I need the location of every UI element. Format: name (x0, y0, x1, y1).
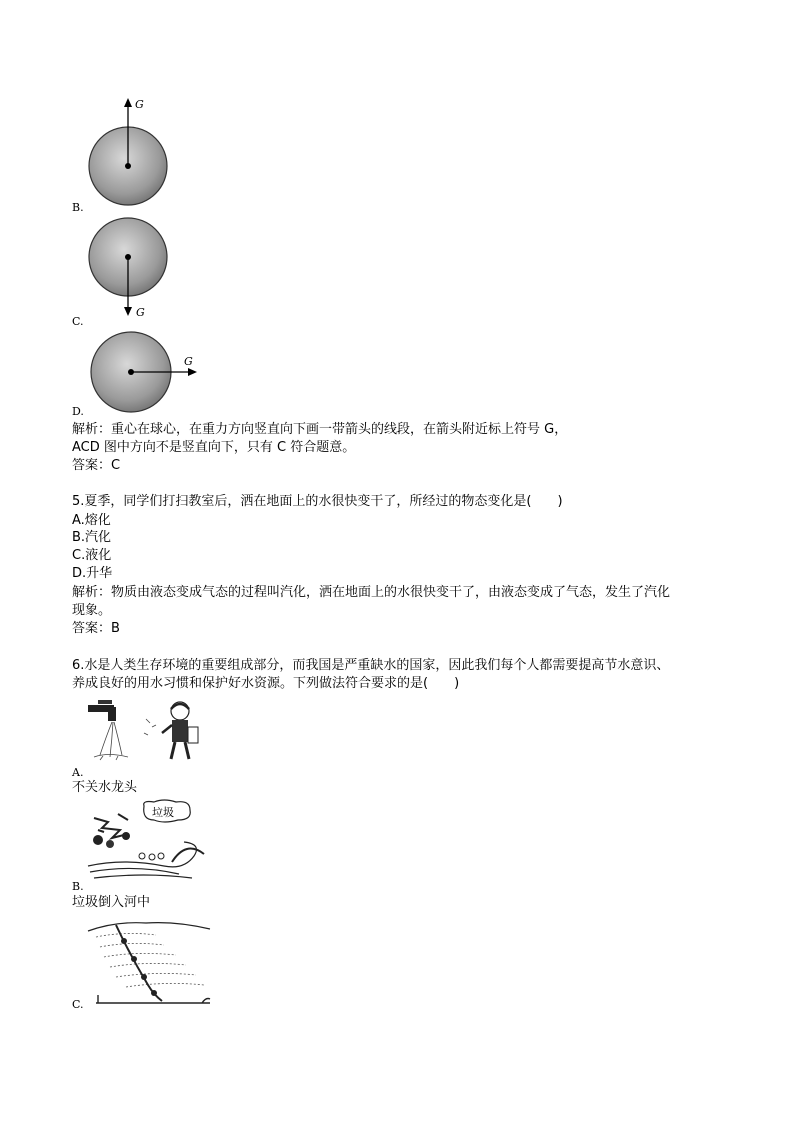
trash-blob-3 (122, 832, 130, 840)
child-legs (171, 742, 189, 759)
q4-analysis-line1: 解析：重心在球心，在重力方向竖直向下画一带箭头的线段，在箭头附近标上符号 G， (72, 422, 568, 437)
arrowhead-down-icon (124, 307, 132, 316)
option-label-d: D. (72, 405, 84, 418)
force-label-c: G (136, 306, 145, 319)
q5-analysis-line2: 现象。 (72, 603, 112, 618)
q5-option-a: A.熔化 (72, 513, 111, 528)
river-waves (88, 842, 196, 878)
trash-river-sketch (84, 800, 214, 882)
q5-stem: 5.夏季，同学们打扫教室后，洒在地面上的水很快变干了，所经过的物态变化是( ) (72, 494, 563, 509)
q6-stem-line2: 养成良好的用水习惯和保护好水资源。下列做法符合要求的是( ) (72, 676, 460, 691)
floating-trash-1 (139, 853, 145, 859)
q6-option-a-caption: 不关水龙头 (72, 780, 138, 795)
q5-answer: 答案：B (72, 621, 120, 636)
valve-3 (141, 974, 147, 980)
ball-figure-b (85, 95, 175, 210)
sparkles (144, 719, 156, 735)
wave-crest (172, 849, 204, 862)
option-label-b: B. (72, 201, 84, 214)
q6-option-a-label: A. (72, 766, 84, 779)
floating-trash-3 (158, 853, 164, 859)
faucet-handle (98, 700, 112, 704)
faucet-spout (108, 707, 116, 721)
q6-option-c-label: C. (72, 998, 84, 1011)
force-label-d: G (184, 355, 193, 368)
ball-figure-d (88, 330, 208, 420)
q4-analysis-line2: ACD 图中方向不是竖直向下，只有 C 符合题意。 (72, 440, 356, 455)
force-label-b: G (135, 98, 144, 111)
field-rows (96, 933, 204, 987)
floating-trash-2 (149, 854, 155, 860)
q6-option-b-label: B. (72, 880, 84, 893)
trash-blob-2 (106, 840, 114, 848)
q5-option-b: B.汽化 (72, 530, 112, 545)
q6-stem-line1: 6.水是人类生存环境的重要组成部分，而我国是严重缺水的国家，因此我们每个人都需要提高节水意识、 (72, 658, 670, 673)
q6-option-b-caption: 垃圾倒入河中 (72, 895, 151, 910)
arrowhead-up-icon (124, 98, 132, 107)
valve-1 (121, 938, 127, 944)
valve-2 (131, 956, 137, 962)
valve-4 (151, 990, 157, 996)
water-splash (94, 755, 128, 761)
q5-analysis-line1: 解析：物质由液态变成气态的过程叫汽化，洒在地面上的水很快变干了，由液态变成了气态，发生了汽化 (72, 585, 671, 600)
child-backpack (188, 727, 198, 743)
q5-option-c: C.液化 (72, 548, 112, 563)
hill-outline (88, 923, 210, 931)
q5-option-d: D.升华 (72, 566, 113, 581)
arrowhead-right-icon (188, 368, 197, 376)
faucet-sketch (86, 697, 216, 765)
ball-figure-c (85, 215, 175, 325)
trash-sign-text: 垃圾 (152, 806, 174, 819)
irrigation-pipe (116, 925, 162, 1001)
irrigation-field-sketch (86, 915, 216, 1007)
water-stream (100, 722, 122, 757)
option-label-c: C. (72, 315, 84, 328)
q4-answer: 答案：C (72, 458, 121, 473)
child-arm (162, 725, 172, 733)
trash-blob-1 (93, 835, 103, 845)
child-body (172, 720, 188, 742)
ground-line (96, 995, 210, 1003)
